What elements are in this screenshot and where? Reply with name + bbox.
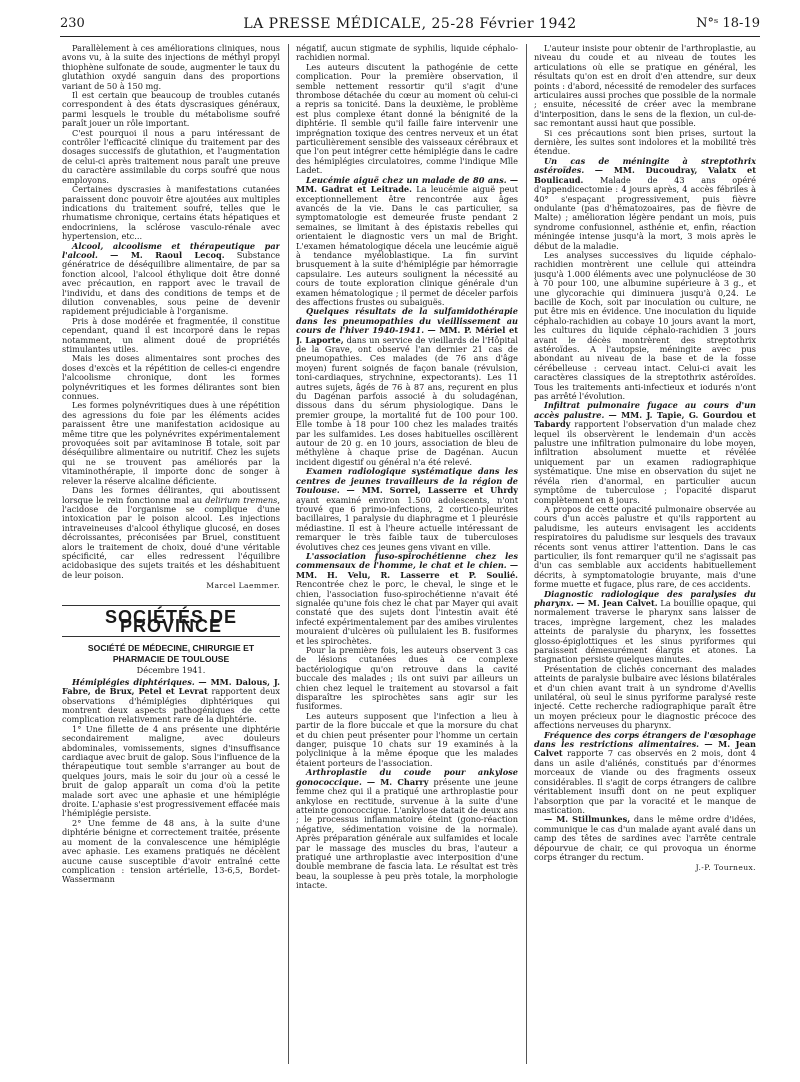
article-text: Substance génératrice de déséquilibre alimentaire, de par sa fonction alcool, l'alcool éthylique doit être donné avec précaution, en rapport avec le travail de l'individu, et dans des conditions de temps et de dilution convenables, sous peine de devenir rapidement préjudiciable à l'organisme. [62, 249, 280, 317]
paragraph: Pris à dose modérée et fragmentée, il constitue cependant, quand il est incorporé dans le repas notamment, un aliment doué de propriétés stimulantes utiles. [62, 315, 280, 354]
article-text: ayant examiné environ 1.500 adolescents, n'ont trouvé que 6 primo-infections, 2 cortico-pleurites bacillaires, 1 paralysie du diaphragme et 1 pleurésie médiastine. Il est à l'heure actuelle intéressant de remarquer le très faible taux de tuberculoses évolutives chez ces jeunes gens vivant en ville. [296, 494, 518, 552]
article-text: Rencontrée chez le porc, le cheval, le singe et le chien, l'association fuso-spirochétienne n'avait été signalée qu'une fois chez le chat par Mayer qui avait constaté que des sujets dont l'intestin avait été infecté expérimentalement par des amibes virulentes mouraient d'ulcères où pullulaient les B. fusiformes et les spirochètes. [296, 579, 518, 646]
article-authors: — MM. Ducoudray, Valatx et Boulicaud. [534, 165, 756, 185]
article [296, 307, 518, 467]
article-text: rapporte 7 cas observés en 2 mois, dont 4 dans un asile d'aliénés, constitués par d'énormes morceaux de viande ou des fragments osseux considérables. Il s'agit de corps étrangers de calibre véritablement insuffi dont on ne peut expliquer l'absorption que par la voracité et le manque de mastication. [534, 748, 756, 815]
section-heading: SOCIÉTÉS DE PROVINCE [62, 605, 280, 638]
article-title: Diagnostic radiologique des paralysies du pharynx. [534, 588, 756, 608]
article [296, 552, 518, 646]
article-authors: — MM. H. Velu, R. Lasserre et P. Soulié. [296, 560, 518, 580]
article-authors: — MM. J. Tapie, G. Gourdou et Tabardy [534, 409, 756, 430]
article-title: Examen radiologique systématique dans les centres de jeunes travailleurs de la région de Toulouse. [296, 466, 518, 496]
paragraph: Présentation de clichés concernant des malades atteints de paralysie bulbaire avec lésions bilatérales et d'un chien avant trait à un syndrome d'Avellis unilatéral, où seul le sinus pyriforme paralysé reste injecté. Cette recherche radiographique paraît être un moyen précieux pour le diagnostic précoce des affections nerveuses du pharynx. [534, 663, 756, 731]
paragraph: Parallèlement à ces améliorations cliniques, nous avons vu, à la suite des injections de méthyl propyl thiophène sulfonate de soude, augmenter le taux du glutathion oxydé sanguin dans des proportions variant de 50 à 150 mg. [62, 44, 280, 91]
page-header [60, 16, 760, 36]
journal-title: LA PRESSE MÉDICALE, 25-28 Février 1942 [243, 16, 577, 32]
column-divider [288, 44, 289, 1064]
paragraph: A propos de cette opacité pulmonaire observée au cours d'un accès palustre et qu'ils rapportent au paludisme, les auteurs envisagent les accidents respiratoires du paludisme sur lesquels des travaux récents sont venus attirer l'attention. Dans le cas particulier, ils font remarquer qu'il ne s'agissait pas d'un cas semblable aux accidents habituellement décrits, à symptomatologie bruyante, mais d'une forme muette et fugace, plus rare, de ces accidents. [534, 503, 756, 590]
text-span: Dans les formes délirantes, qui aboutissent lorsque le rein fonctionne mal au [62, 485, 280, 505]
article [62, 678, 280, 725]
article-title: Quelques résultats de la sulfamidothérapie dans les pneumopathies du vieillissement au cours de l'hiver 1940-1941. [296, 306, 518, 336]
article-text: rapportent deux observations d'hémiplégies diphtériques qui montrent deux aspects pathogéniques de cette complication relativement rare de la diphtérie. [62, 686, 280, 725]
paragraph: Il est certain que beaucoup de troubles cutanés correspondent à des états dyscrasiques généraux, parmi lesquels le trouble du métabolisme soufré paraît jouer un rôle important. [62, 90, 280, 129]
paragraph: Les analyses successives du liquide céphalo-rachidien montrèrent une cellule qui atteindra jusqu'à 1.000 éléments avec une polynucléose de 30 à 70 pour 100, une albumine supérieure à 3 g., et une glycorachie qui diminuera jusqu'à 0,24. Le bacille de Koch, soit par inoculation ou culture, ne put être mis en évidence. Une inoculation du liquide céphalo-rachidien au cobaye 10 jours avant la mort, les cultures du liquide céphalo-rachidien 3 jours avant le décès montrèrent des streptothrix astéroïdes. A l'autopsie, méningite avec pus abondant au niveau de la base et de la fosse cérébelleuse : cerveau intact. Celui-ci avait les caractères classiques de la streptothrix astéroïdes. Tous les traitements anti-infectieux et iodurés n'ont pas arrêté l'évolution. [534, 249, 756, 402]
column-3 [534, 44, 756, 1064]
signature: J.-P. Tourneux. [695, 863, 756, 873]
header-rule [60, 36, 760, 37]
article-authors: — M. Raoul Lecoq. [110, 249, 225, 260]
article [534, 157, 756, 251]
article-authors: — M. Stillmunkes, [544, 814, 631, 825]
article-authors: — MM. Sorrel, Lasserre et Uhrdy [346, 485, 518, 496]
issue-number: N°ˢ 18-19 [696, 16, 760, 31]
article-authors: — M. Jean Calvet. [576, 597, 658, 608]
society-title: SOCIÉTÉ DE MÉDECINE, CHIRURGIE ET PHARMACIE DE TOULOUSE [87, 643, 255, 665]
article-text: dans le même ordre d'idées, communique le cas d'un malade ayant avalé dans un camp des têtes de sardines avec l'arrête centrale dépourvue de chair, ce qui provoqua un énorme corps étranger du rectum. [534, 814, 756, 862]
paragraph: L'auteur insiste pour obtenir de l'arthroplastie, au niveau du coude et au niveau de toutes les articulations où elle se pratique en général, les résultats qu'on est en droit d'en attendre, sur deux points : d'abord, nécessité de remodeler des surfaces articulaires aussi proches que possible de la normale ; ensuite, nécessité de créer avec la membrane d'interposition, dans le sens de la flexion, un cul-de-sac remontant aussi haut que possible. [534, 44, 756, 129]
paragraph: négatif, aucun stigmate de syphilis, liquide céphalo-rachidien normal. [296, 44, 518, 63]
article-authors: — MM. P. Mériel et J. Laporte, [296, 325, 518, 345]
page-number: 230 [60, 16, 85, 31]
article-text: Malade de 43 ans opéré d'appendicectomie : 4 jours après, 4 accès fébriles à 40° s'espaçant progressivement, puis fièvre ondulante (pas d'hématozoaires, pas de fièvre de Malte) ; amélioration légère pendant un mois, puis syndrome confusionnel, asthénie et, enfin, réaction méningée intense jusqu'à la mort, 3 mois après le début de la maladie. [534, 174, 756, 251]
article-title: Un cas de méningite à streptothrix astéroïdes. [534, 155, 756, 176]
article [534, 401, 756, 504]
article-authors: — M. Charry [366, 776, 429, 787]
article-authors: — MM. Dalous, J. Fabre, de Brux, Petel et Levrat [62, 676, 280, 697]
paragraph: Les auteurs supposent que l'infection a lieu à partir de la flore buccale et que la morsure du chat et du chien peut présenter pour l'homme un certain danger, puisque 10 chats sur 19 examinés à la polyclinique à la même époque que les malades étaient porteurs de l'association. [296, 710, 518, 768]
article-title: Infiltrat pulmonaire fugace au cours d'un accès palustre. [534, 400, 756, 420]
article [296, 768, 518, 890]
article [534, 731, 756, 816]
column-1 [62, 44, 280, 1064]
paragraph: Certaines dyscrasies à manifestations cutanées paraissent donc pouvoir être ajoutées aux multiples indications du traitement soufré, telles que le rhumatisme chronique, certains états hépatiques et endocriniens, la sclérose vasculo-rénale avec hypertension, etc... [62, 184, 280, 242]
article-authors: — MM. Gadrat et Leitrade. [296, 174, 518, 195]
article-text: rapportent l'observation d'un malade chez lequel ils observèrent le lendemain d'un accès palustre une infiltration pulmonaire du lobe moyen, infiltration absolument muette et révélée uniquement par un examen radiographique systématique. Une mise en observation du sujet ne révéla rien d'anormal, en particulier aucun symptôme de tuberculose ; l'opacité disparut complètement en 8 jours. [534, 419, 756, 505]
article [534, 815, 756, 862]
article [62, 242, 280, 317]
article-text: La bouillie opaque, qui normalement traverse le pharynx sans laisser de traces, imprègne largement, chez les malades atteints de paralysie du pharynx, les fossettes glosso-épiglottiques et les sinus pyriformes qui paraissent démesurément élargis et atones. La stagnation persiste quelques minutes. [534, 597, 756, 665]
article-title: Fréquence des corps étrangers de l'œsophage dans les restrictions alimentaires. [534, 729, 756, 750]
column-2 [296, 44, 518, 1064]
article-title: Hémiplégies diphtériques. [72, 676, 195, 687]
column-divider [526, 44, 527, 1064]
text-span: , l'acidose de l'organisme se complique d'une intoxication par le poison alcool. Les injections intraveineuses d'alcool éthylique glucosé, en doses décroissantes, préconisées par Bruel, constituent alors le traitement de choix, doué d'une véritable spécificité, car elles redressent l'équilibre acidobasique des sujets traités et les déshabituent de leur poison. [62, 494, 280, 580]
paragraph: Les formes polynévritiques dues à une répétition des agressions du foie par les éléments acides paraissent être une manifestation acidosique au même titre que les polynévrites expérimentalement provoquées soit par avitaminose B totale, soit par déséquilibre alimentaire ou nutritif. Chez les sujets qui ne se trouvent pas améliorés par la vitaminothérapie, il importe donc de songer à relever la réserve alcaline déficiente. [62, 400, 280, 486]
article [296, 176, 518, 308]
article [296, 467, 518, 552]
paragraph: 2° Une femme de 48 ans, à la suite d'une diphtérie bénigne et correctement traitée, présente au moment de la convalescence une hémiplégie avec aphasie. Les examens pratiqués ne décèlent aucune cause susceptible d'avoir entraîné cette complication : tension artérielle, 13-6,5, Bordet-Wassermann [62, 817, 280, 885]
paragraph: Les auteurs discutent la pathogénie de cette complication. Pour la première observation, il semble nettement ressortir qu'il s'agit d'une thrombose détachée du cœur au moment où celui-ci a repris sa tonicité. Dans la deuxième, le problème est plus complexe étant donné la bénignité de la diphtérie. Il semble qu'il faille faire intervenir une imprégnation toxique des centres nerveux et un état particulièrement sensible des vaisseaux cérébraux et que l'on peut intégrer cette hémiplégie dans le cadre des hémiplégies circulatoires, comme l'indique Mlle Ladet. [296, 61, 518, 176]
article-title: L'association fuso-spirochétienne chez les commensaux de l'homme, le chat et le chien. [296, 550, 518, 571]
italic-term: delirium tremens [205, 494, 278, 505]
paragraph [62, 486, 280, 580]
article-title: Leucémie aiguë chez un malade de 80 ans. [306, 174, 507, 185]
paragraph: C'est pourquoi il nous a paru intéressant de contrôler l'efficacité clinique du traitement par des dosages successifs de glutathion, et l'augmentation de celui-ci après traitement nous paraît une preuve du caractère assimilable du corps soufré que nous employons. [62, 127, 280, 185]
paragraph: 1° Une fillette de 4 ans présente une diphtérie secondairement maligne, avec douleurs abdominales, vomissements, signes d'insuffisance cardiaque avec bruit de galop. Sous l'influence de la thérapeutique tout semble s'arranger au bout de quelques jours, mais le soir du jour où a cessé le bruit de galop apparaît un coma d'où la petite malade sort avec une aphasie et une hémiplégie droite. L'aphasie s'est progressivement effacée mais l'hémiplégie persiste. [62, 723, 280, 819]
paragraph: Mais les doses alimentaires sont proches des doses d'excès et la répétition de celles-ci engendre l'alcoolisme chronique, dont les formes polynévritiques et les formes délirantes sont bien connues. [62, 353, 280, 402]
article-text: dans un service de vieillards de l'Hôpital de la Grave, ont observé l'an dernier 21 cas de pneumopathies. Ces malades (de 76 ans d'âge moyen) furent soignés de façon banale (révulsion, toni-cardiaques, strychnine, expectorants). Les 11 autres sujets, âgés de 76 à 87 ans, reçurent en plus du Dagénan parfois associé à du soludagénan, dissous dans du sérum physiologique. Dans le premier groupe, la mortalité fut de 100 pour 100. Elle tombe à 18 pour 100 chez les malades traités par les sulfamides. Les doses habituelles oscillèrent autour de 20 g. en 10 jours, association de bleu de méthylène à chaque prise de Dagénan. Aucun incident digestif ou général n'a été relevé. [296, 334, 518, 467]
article-text: présente une jeune femme chez qui il a pratiqué une arthroplastie pour ankylose en rectitude, survenue à la suite d'une atteinte gonococcique. L'ankylose datait de deux ans ; le processus inflammatoire éteint (gono-réaction négative, sédimentation voisine de la normale). Après préparation générale aux sulfamides et locale par le massage des muscles du bras, l'auteur a pratiqué une arthroplastie avec interposition d'une double membrane de fascia lata. Le résultat est très beau, la souplesse à peu près totale, la morphologie intacte. [296, 776, 518, 891]
session-date: Décembre 1941. [136, 665, 206, 676]
article-authors: — M. Jean Calvet [534, 739, 756, 759]
signature: Marcel Laemmer. [206, 581, 280, 591]
paragraph: Si ces précautions sont bien prises, surtout la dernière, les suites sont indolores et la mobilité très étendue. [534, 127, 756, 157]
article-text: La leucémie aiguë peut exceptionnellement être rencontrée aux âges avancés de la vie. Dans le cas particulier, sa symptomatologie est demeurée fruste pendant 2 semaines, se limitant à des épistaxis rebelles qui orientaient le diagnostic vers un mal de Bright. L'examen hématologique décela une leucémie aiguë à tendance myéloblastique. La fin survint brusquement à la suite d'hémiplégie par hémorragie capsulaire. Les auteurs soulignent la nécessité au cours de toute exploration clinique générale d'un examen hématologique ; il permet de déceler parfois des affections frustes ou subaiguës. [296, 184, 518, 307]
article-title: Alcool, alcoolisme et thérapeutique par l'alcool. [62, 240, 280, 260]
paragraph: Pour la première fois, les auteurs observent 3 cas de lésions cutanées dues à ce complexe bactériologique qu'on retrouve dans la cavité buccale des malades ; ils ont suivi par ailleurs un chien chez lequel le traitement au stovarsol a fait disparaître les spirochètes sans agir sur les fusiformes. [296, 645, 518, 712]
article-title: Arthroplastie du coude pour ankylose gonococcique. [296, 767, 518, 787]
article [534, 590, 756, 665]
